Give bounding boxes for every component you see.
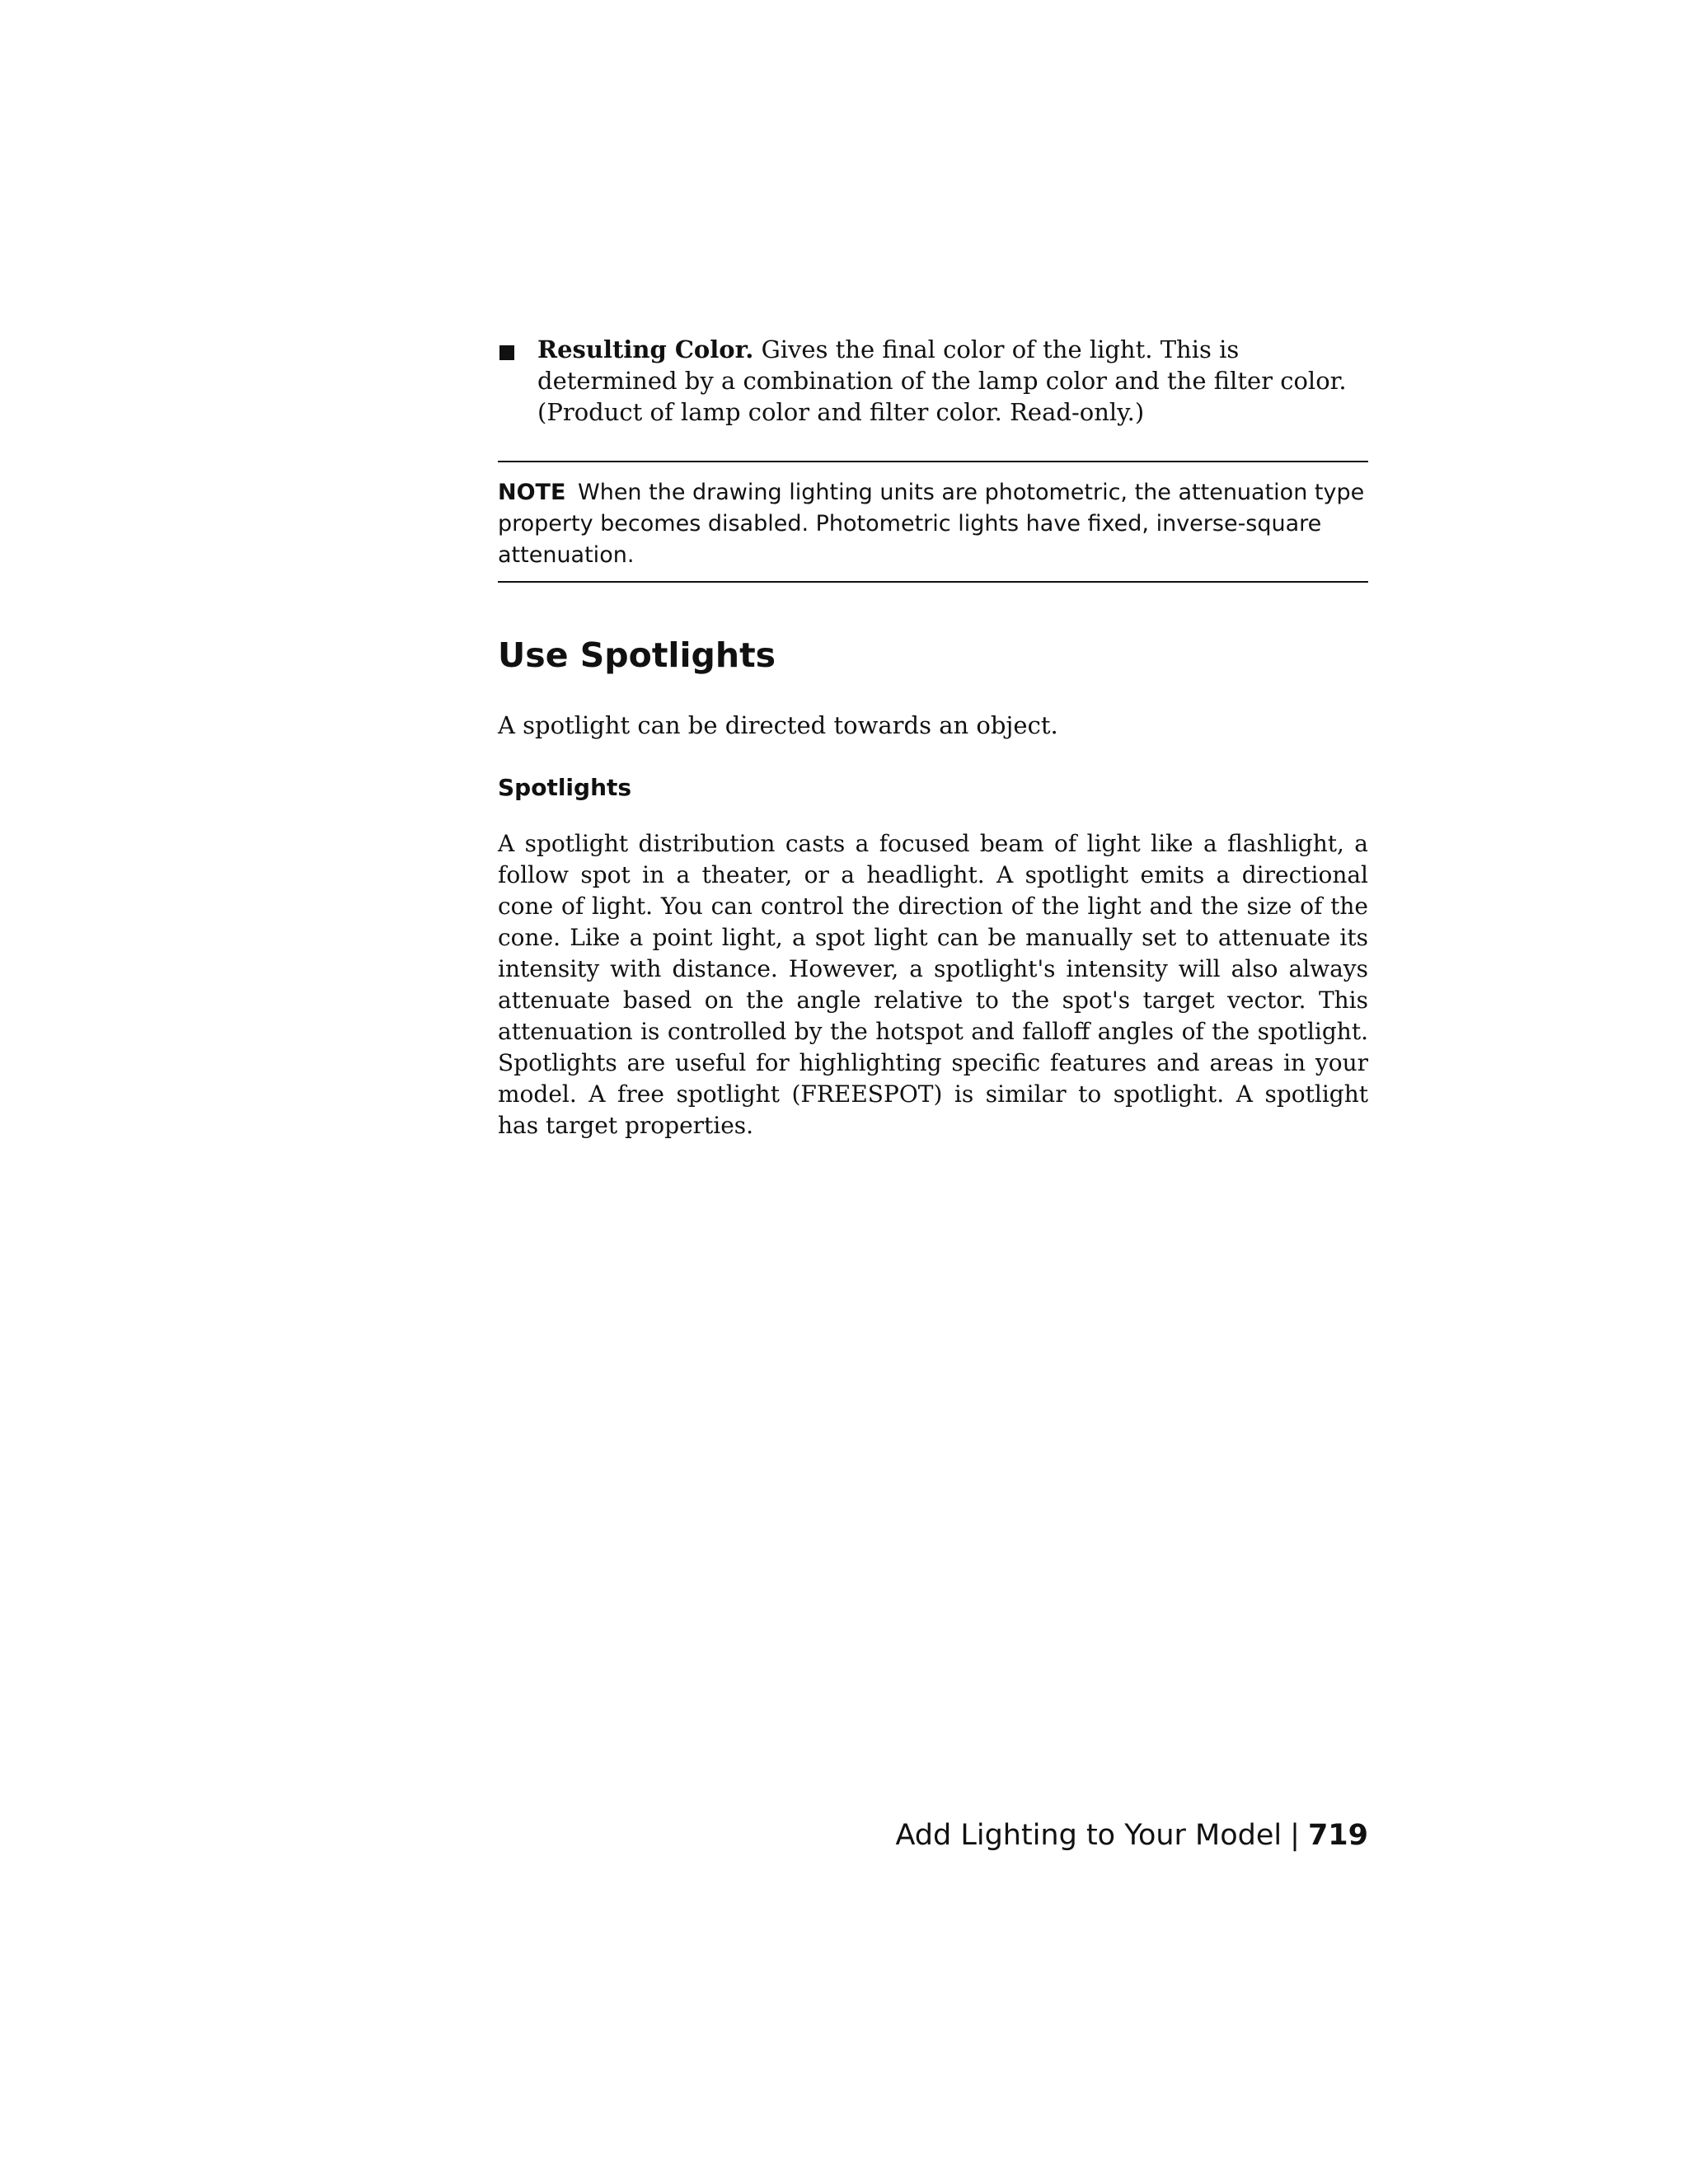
section-heading: Use Spotlights xyxy=(498,635,776,675)
note-box xyxy=(498,461,1368,583)
subheading: Spotlights xyxy=(498,774,632,801)
body-paragraph: A spotlight distribution casts a focused beam of light like a flashlight, a follow spot in a theater, or a headlight. A spotlight emits a directional cone of light. You can control the direction of the light and the size of the cone. Like a point light, a spot light can be manually set to attenuate its intensity with distance. However, a spotlight's intensity will also always attenuate based on the angle relative to the spot's target vector. This attenuation is controlled by the hotspot and falloff angles of the spotlight. Spotlights are useful for highlighting specific features and areas in your model. A free spotlight (FREESPOT) is similar to spotlight. A spotlight has target properties. xyxy=(498,830,1368,1139)
note-label: NOTE xyxy=(498,480,566,505)
bullet-item-resulting-color xyxy=(498,334,1368,428)
note-text: When the drawing lighting units are photometric, the attenuation type property becomes disabled. Photometric lights have fixed, inverse-square attenuation. xyxy=(498,480,1365,568)
section-intro: A spotlight can be directed towards an object. xyxy=(498,711,1058,739)
page-footer xyxy=(895,1817,1368,1854)
footer-chapter-title: Add Lighting to Your Model xyxy=(895,1819,1282,1852)
footer-separator: | xyxy=(1290,1819,1300,1852)
text-column xyxy=(498,334,1368,1141)
page-number: 719 xyxy=(1307,1819,1368,1852)
bullet-square-icon xyxy=(499,345,514,360)
bullet-text: Gives the final color of the light. This is determined by a combination of the lamp color and the filter color. (Product of lamp color and filter color. Read-only.) xyxy=(537,335,1347,426)
bullet-term: Resulting Color. xyxy=(537,335,754,363)
